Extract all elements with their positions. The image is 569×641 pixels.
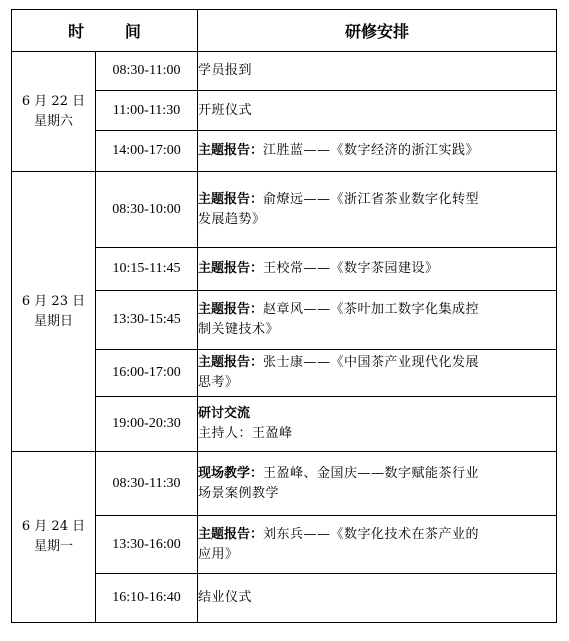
header-arrangement: 研修安排 xyxy=(198,10,557,52)
session-text: 江胜蓝——《数字经济的浙江实践》 xyxy=(263,143,480,158)
session-label: 研讨交流 xyxy=(198,406,251,421)
session-text-line2: 思考》 xyxy=(198,375,239,390)
day-cell xyxy=(12,172,96,452)
session-text: 王校常——《数字茶园建设》 xyxy=(263,261,439,276)
day-date: 6 月 22 日 xyxy=(21,93,86,109)
session-content xyxy=(198,516,557,574)
day-weekday: 星期日 xyxy=(33,313,73,329)
session-text: 开班仪式 xyxy=(198,102,253,118)
table-row xyxy=(12,52,557,91)
session-label: 主题报告： xyxy=(198,302,264,317)
session-label: 主题报告： xyxy=(198,526,264,542)
session-text: 学员报到 xyxy=(198,63,253,78)
session-time: 13:30-16:00 xyxy=(96,516,198,574)
schedule-table xyxy=(11,9,557,623)
session-time: 14:00-17:00 xyxy=(96,131,198,172)
session-content xyxy=(198,248,557,291)
table-header-row xyxy=(12,10,557,52)
session-label: 主题报告： xyxy=(198,355,264,370)
session-content xyxy=(198,131,557,172)
header-time: 时 间 xyxy=(12,10,198,52)
session-time: 08:30-11:00 xyxy=(96,52,198,91)
session-content xyxy=(198,291,557,350)
session-label: 现场教学： xyxy=(198,465,264,481)
session-content xyxy=(198,172,557,248)
session-content xyxy=(198,52,557,91)
day-date: 6 月 24 日 xyxy=(21,519,86,534)
day-weekday: 星期六 xyxy=(33,113,73,129)
table-row xyxy=(12,172,557,248)
session-text-line2: 主持人：王盈峰 xyxy=(198,426,293,441)
session-text-line2: 制关键技术》 xyxy=(198,322,280,337)
session-time: 16:10-16:40 xyxy=(96,574,198,623)
day-cell xyxy=(12,52,96,172)
session-time: 16:00-17:00 xyxy=(96,350,198,397)
session-text-line2: 场景案例教学 xyxy=(198,485,280,501)
session-label: 主题报告： xyxy=(198,261,264,276)
day-weekday: 星期一 xyxy=(33,539,73,554)
session-content xyxy=(198,91,557,131)
day-date: 6 月 23 日 xyxy=(21,293,86,309)
session-content xyxy=(198,397,557,452)
session-content xyxy=(198,574,557,623)
day-cell xyxy=(12,452,96,623)
session-time: 08:30-10:00 xyxy=(96,172,198,248)
session-text: 结业仪式 xyxy=(198,590,253,605)
session-time: 19:00-20:30 xyxy=(96,397,198,452)
table-row xyxy=(12,452,557,516)
session-text: 刘东兵——《数字化技术在茶产业的 xyxy=(263,526,480,542)
session-time: 08:30-11:30 xyxy=(96,452,198,516)
session-time: 11:00-11:30 xyxy=(96,91,198,131)
session-content xyxy=(198,350,557,397)
session-content xyxy=(198,452,557,516)
session-text: 赵章风——《茶叶加工数字化集成控 xyxy=(263,302,480,317)
session-text-line2: 应用》 xyxy=(198,546,239,562)
session-time: 13:30-15:45 xyxy=(96,291,198,350)
session-time: 10:15-11:45 xyxy=(96,248,198,291)
session-text-line2: 发展趋势》 xyxy=(198,211,266,227)
session-label: 主题报告： xyxy=(198,143,264,158)
session-text: 俞燎远——《浙江省茶业数字化转型 xyxy=(263,191,480,207)
session-label: 主题报告： xyxy=(198,191,264,207)
session-text: 张士康——《中国茶产业现代化发展 xyxy=(263,355,480,370)
session-text: 王盈峰、金国庆——数字赋能茶行业 xyxy=(263,465,480,481)
